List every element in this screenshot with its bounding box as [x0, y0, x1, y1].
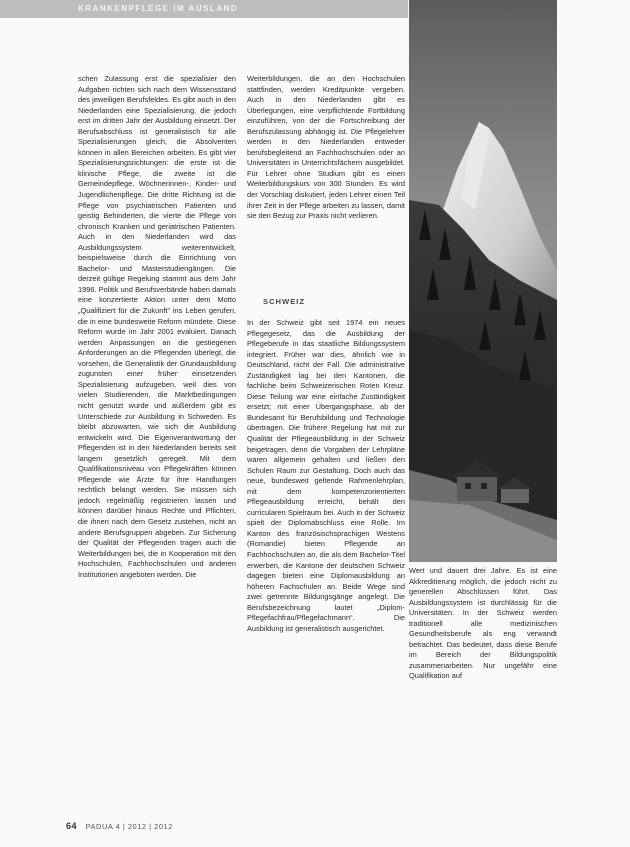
body-paragraph: schen Zulassung erst die spezialisier den Aufgaben richten sich nach dem Wissensstand des jeweiligen Berufsfeldes. Es gibt auch in den Niederlanden eine Spezialisierung, die jedoch erst im dritten Jahr der Ausbildung einsetzt. Der Berufsabschluss ist generalistisch für alle Spezialisierungen gleich, die Absolventen können in allen Bereichen arbeiten. Es gibt vier Spezialisierungsrichtungen: die erste ist die klinische Pflege, die zweite ist die Gemeindepflege, Wöchnerinnen-, Kinder- und Jugendlichenpflege. Die dritte Richtung ist die Pflege von psychiatrischen Patienten und geistig Behinderten, die vierte die Pflege von chronisch Kranken und geriatrischen Patienten. Auch in den Niederlanden wird das Ausbildungssystem weiterentwickelt, beispielsweise durch die Einrichtung von Bachelor- und Masterstudiengängen. Die derzeit gültige Regelung stammt aus dem Jahr 1996. Politik und Berufsverbände haben damals eine konzertierte Aktion unter dem Motto „Qualifiziert für die Zukunft“ ins Leben gerufen, die in eine bundesweite Reform mündete. Diese Reform wurde im Jahr 2001 evaluiert. Danach werden Anpassungen an die gestiegenen Anforderungen an die Pflegenden überlegt, die vorsehen, die Generalistik der Grundausbildung zugunsten einer früher einsetzenden Spezialisierung aufzugeben, weil dies von vielen Studierenden, die Marktbedingungen nicht genutzt wurde und außerdem gibt es Unterschiede zur Ausbildung in Schweden. Es bleibt abzuwarten, wie sich die Ausbildung entwickeln wird. Die Eigenverantwortung der Pflegenden ist in den Niederlanden bereits seit langem gesetzlich geregelt. Mit dem Qualifikationsniveau von Pflegekräften können Pflegende wie Ärzte für ihre Handlungen rechtlich belangt werden. Sie müssen sich jedoch regelmäßig registrieren lassen und können darüber hinaus Rechte und Pflichten, die ihnen nach dem Gesetz zustehen, nicht an andere Berufsgruppen abgeben. Zur Sicherung der Qualität der Pflegenden tragen auch die Weiterbildungen bei, die in Kooperation mit den Hochschulen, Fachhochschulen und anderen Institutionen angeboten werden. Die: [78, 74, 236, 579]
text-column-4: [409, 566, 557, 681]
text-column-1: [78, 74, 236, 808]
page-number: 64: [66, 821, 78, 831]
running-title: KRANKENPFLEGE IM AUSLAND: [78, 4, 239, 13]
section-heading: SCHWEIZ: [263, 297, 306, 306]
page-footer: [66, 821, 173, 831]
body-paragraph: Wert und dauert drei Jahre. Es ist eine Akkreditierung möglich, die jedoch nicht zu generellen Abschlüssen führt. Das Ausbildungssystem ist durchlässig für die Universitäten. In der Schweiz werden traditionell alle medizinischen Gesundheitsberufe als eng verwandt betrachtet. Das bedeutet, dass diese Berufe im Bereich der Bildungspolitik zusammenarbeiten. Nur ungefähr eine Qualifikation auf: [409, 566, 557, 681]
journal-name: PADUA 4 | 2012 | 2012: [85, 822, 173, 831]
body-paragraph: In der Schweiz gibt seit 1974 ein neues Pflegegesetz, das die Ausbildung der Pflegeberufe in das staatliche Bildungssystem integriert. Früher war dies, ähnlich wie in Deutschland, nicht der Fall. Die administrative Zuständigkeit lag bei den Kantonen, die fachliche beim Schweizerischen Roten Kreuz. Diese Teilung war eine einfache Zuständigkeit ersetzt; mit einer Übergangsphase, ab der Bundesamt für Berufsbildung und Technologie übertragen. Die frühere Regelung hat mit zur Qualität der Pflegeausbildung in der Schweiz beigetragen, denn die Vorgaben der Lehrpläne waren allgemein gehalten und ließen den Schulen Raum zur Gestaltung. Doch auch das neue, bundesweit geltende Rahmenlehrplan, mit dem kompetenzorientierten Pflegeausbildung erreicht, behält den curricularen Spielraum bei. Auch in der Schweiz spielt der Diplomabschluss eine Rolle. Im Kanton des französischsprachigen Westens (Romandie) bieten Pflegende an Fachhochschulen an, die als dem Bachelor-Titel erwerben, die Kantone der deutschen Schweiz dagegen bieten eine Diplomausbildung an höheren Fachschulen an. Beide Wege sind zwei getrennte Bildungsgänge angelegt. Die Berufsbezeichnung lautet „Diplom-Pflegefachfrau/Pflegefachmann“. Die Ausbildung ist generalistisch ausgerichtet.: [247, 318, 405, 633]
body-paragraph: Weiterbildungen, die an den Hochschulen stattfinden, werden Kreditpunkte vergeben. Auch in den Niederlanden gibt es Überlegungen, eine verpflichtende Fortbildung einzuführen, von der die Fortschreibung der Berufszulassung abhängig ist. Die Pflegelehrer werden in den Niederlanden entweder berufsbegleitend an Fachhochschulen oder an Universitäten in Unterrichtsfächern ausgebildet. Für Lehrer ohne Studium gibt es einen Weiterbildungskurs von 300 Stunden. Es wird der Vorschlag diskutiert, jeden Lehrer einen Teil ihrer Zeit in der Pflege arbeiten zu lassen, damit sie den Bezug zur Praxis nicht verlieren.: [247, 74, 405, 221]
text-column-2: [247, 74, 405, 292]
running-header: [0, 0, 408, 18]
mountain-photo: [409, 0, 557, 562]
text-column-3: [247, 318, 405, 813]
